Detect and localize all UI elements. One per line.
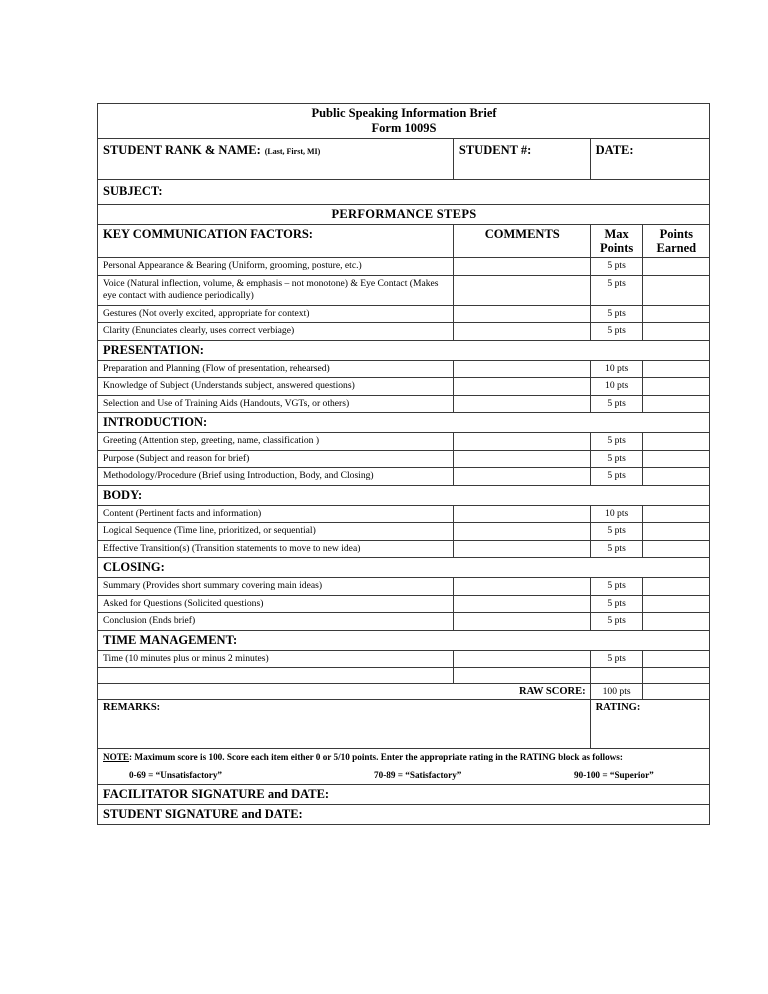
section-heading-label: BODY: — [98, 485, 710, 505]
note-prefix: NOTE — [103, 752, 130, 762]
criterion-points-earned-field[interactable] — [642, 595, 709, 613]
criterion-text: Summary (Provides short summary covering main ideas) — [98, 578, 454, 596]
criterion-max-points: 5 pts — [590, 305, 642, 323]
criterion-comment-field[interactable] — [453, 323, 590, 341]
identification-row — [98, 139, 710, 180]
rating-field[interactable] — [590, 700, 709, 749]
remarks-row — [98, 700, 710, 749]
criterion-comment-field[interactable] — [453, 275, 590, 305]
criterion-max-points: 5 pts — [590, 258, 642, 276]
criterion-points-earned-field[interactable] — [642, 613, 709, 631]
facilitator-signature-row — [98, 785, 710, 805]
section-heading-label: CLOSING: — [98, 558, 710, 578]
criterion-text: Conclusion (Ends brief) — [98, 613, 454, 631]
criterion-text: Gestures (Not overly excited, appropriate for context) — [98, 305, 454, 323]
subject-row — [98, 180, 710, 205]
criterion-text: Clarity (Enunciates clearly, uses correct verbiage) — [98, 323, 454, 341]
criterion-comment-field[interactable] — [453, 595, 590, 613]
column-header-max-points — [590, 225, 642, 258]
student-number-field[interactable] — [453, 139, 590, 180]
criterion-comment-field[interactable] — [453, 505, 590, 523]
section-heading-row — [98, 485, 710, 505]
criterion-max-points: 5 pts — [590, 578, 642, 596]
criterion-row — [98, 578, 710, 596]
criterion-text: Methodology/Procedure (Brief using Introduction, Body, and Closing) — [98, 468, 454, 486]
scale-satisfactory: 70-89 = “Satisfactory” — [374, 770, 462, 780]
performance-steps-heading: PERFORMANCE STEPS — [98, 205, 710, 225]
column-header-row — [98, 225, 710, 258]
criterion-text: Voice (Natural inflection, volume, & emphasis – not monotone) & Eye Contact (Makes eye contact with audience periodically) — [98, 275, 454, 305]
facilitator-signature-field[interactable] — [98, 785, 710, 805]
raw-score-earned-field[interactable] — [642, 684, 709, 700]
criterion-comment-field[interactable] — [453, 360, 590, 378]
student-rank-name-label: STUDENT RANK & NAME: — [103, 143, 261, 157]
scale-unsatisfactory: 0-69 = “Unsatisfactory” — [129, 770, 223, 780]
raw-score-label: RAW SCORE: — [98, 684, 591, 700]
form-title-cell — [98, 104, 710, 139]
criterion-row — [98, 540, 710, 558]
spacer-cell-earned — [642, 668, 709, 684]
points-earned-line1: Points — [659, 227, 693, 241]
performance-steps-row — [98, 205, 710, 225]
criterion-comment-field[interactable] — [453, 523, 590, 541]
criterion-text: Effective Transition(s) (Transition statements to move to new idea) — [98, 540, 454, 558]
criterion-comment-field[interactable] — [453, 305, 590, 323]
note-body: : Maximum score is 100. Score each item either 0 or 5/10 points. Enter the appropriate rating in the RATING block as follows: — [129, 752, 623, 762]
criterion-text: Greeting (Attention step, greeting, name, classification ) — [98, 433, 454, 451]
criterion-points-earned-field[interactable] — [642, 450, 709, 468]
criterion-row — [98, 360, 710, 378]
max-points-line1: Max — [604, 227, 629, 241]
criterion-points-earned-field[interactable] — [642, 578, 709, 596]
rating-label: RATING: — [595, 702, 641, 713]
criterion-row — [98, 468, 710, 486]
student-rank-name-field[interactable] — [98, 139, 454, 180]
criterion-points-earned-field[interactable] — [642, 433, 709, 451]
criterion-max-points: 10 pts — [590, 378, 642, 396]
raw-score-points: 100 pts — [590, 684, 642, 700]
criterion-text: Selection and Use of Training Aids (Handouts, VGTs, or others) — [98, 395, 454, 413]
section-heading-label: PRESENTATION: — [98, 340, 710, 360]
date-label: DATE: — [595, 143, 634, 157]
student-number-label: STUDENT #: — [458, 143, 532, 157]
criterion-comment-field[interactable] — [453, 613, 590, 631]
criterion-max-points: 5 pts — [590, 540, 642, 558]
criterion-points-earned-field[interactable] — [642, 378, 709, 396]
spacer-cell-max — [590, 668, 642, 684]
criterion-max-points: 5 pts — [590, 275, 642, 305]
criterion-row — [98, 433, 710, 451]
criterion-row — [98, 523, 710, 541]
criterion-comment-field[interactable] — [453, 450, 590, 468]
criterion-text: Content (Pertinent facts and information) — [98, 505, 454, 523]
criterion-row — [98, 275, 710, 305]
criterion-text: Asked for Questions (Solicited questions) — [98, 595, 454, 613]
criterion-max-points: 5 pts — [590, 433, 642, 451]
section-heading-row — [98, 413, 710, 433]
criterion-points-earned-field[interactable] — [642, 258, 709, 276]
criterion-comment-field[interactable] — [453, 395, 590, 413]
subject-field[interactable] — [98, 180, 710, 205]
form-title-line1: Public Speaking Information Brief — [311, 106, 497, 120]
criterion-points-earned-field[interactable] — [642, 360, 709, 378]
remarks-field[interactable] — [98, 700, 591, 749]
student-signature-field[interactable] — [98, 805, 710, 825]
spacer-row — [98, 668, 710, 684]
criterion-points-earned-field[interactable] — [642, 395, 709, 413]
criterion-max-points: 10 pts — [590, 505, 642, 523]
facilitator-signature-label: FACILITATOR SIGNATURE and DATE: — [103, 787, 330, 801]
criterion-points-earned-field[interactable] — [642, 505, 709, 523]
section-heading-row — [98, 630, 710, 650]
date-field[interactable] — [590, 139, 709, 180]
criterion-max-points: 5 pts — [590, 323, 642, 341]
criterion-text: Preparation and Planning (Flow of presentation, rehearsed) — [98, 360, 454, 378]
form-title-line2: Form 1009S — [371, 121, 437, 135]
section-heading-label: TIME MANAGEMENT: — [98, 630, 710, 650]
criterion-points-earned-field[interactable] — [642, 540, 709, 558]
criterion-points-earned-field[interactable] — [642, 523, 709, 541]
points-earned-line2: Earned — [656, 241, 697, 255]
criterion-comment-field[interactable] — [453, 540, 590, 558]
criterion-comment-field[interactable] — [453, 650, 590, 668]
spacer-cell-factors — [98, 668, 454, 684]
criterion-points-earned-field[interactable] — [642, 305, 709, 323]
criterion-comment-field[interactable] — [453, 578, 590, 596]
column-header-factors: KEY COMMUNICATION FACTORS: — [98, 225, 454, 258]
criterion-row — [98, 323, 710, 341]
section-heading-label: INTRODUCTION: — [98, 413, 710, 433]
max-points-line2: Points — [599, 241, 634, 255]
criterion-row — [98, 395, 710, 413]
criterion-row — [98, 450, 710, 468]
criterion-points-earned-field[interactable] — [642, 275, 709, 305]
student-signature-row — [98, 805, 710, 825]
rating-scale — [103, 769, 705, 782]
remarks-label: REMARKS: — [103, 702, 161, 713]
criterion-row — [98, 258, 710, 276]
evaluation-form-table — [97, 103, 710, 825]
criterion-text: Purpose (Subject and reason for brief) — [98, 450, 454, 468]
criterion-comment-field[interactable] — [453, 468, 590, 486]
criterion-row — [98, 613, 710, 631]
form-document — [97, 103, 710, 825]
note-cell — [98, 749, 710, 785]
criterion-max-points: 5 pts — [590, 595, 642, 613]
criterion-points-earned-field[interactable] — [642, 650, 709, 668]
criterion-max-points: 5 pts — [590, 523, 642, 541]
section-heading-row — [98, 558, 710, 578]
criterion-max-points: 5 pts — [590, 395, 642, 413]
criterion-max-points: 5 pts — [590, 613, 642, 631]
criterion-points-earned-field[interactable] — [642, 468, 709, 486]
criterion-max-points: 5 pts — [590, 468, 642, 486]
criterion-text: Knowledge of Subject (Understands subject, answered questions) — [98, 378, 454, 396]
criterion-row — [98, 505, 710, 523]
criterion-max-points: 5 pts — [590, 450, 642, 468]
section-heading-row — [98, 340, 710, 360]
criterion-comment-field[interactable] — [453, 258, 590, 276]
criterion-row — [98, 595, 710, 613]
note-row — [98, 749, 710, 785]
form-body — [98, 104, 710, 258]
criterion-row — [98, 378, 710, 396]
criterion-comment-field[interactable] — [453, 433, 590, 451]
criterion-max-points: 5 pts — [590, 650, 642, 668]
student-signature-label: STUDENT SIGNATURE and DATE: — [103, 807, 303, 821]
scale-superior: 90-100 = “Superior” — [574, 770, 654, 780]
subject-label: SUBJECT: — [103, 184, 163, 198]
criterion-row — [98, 305, 710, 323]
raw-score-row — [98, 684, 710, 700]
criterion-row — [98, 650, 710, 668]
title-row — [98, 104, 710, 139]
criterion-text: Logical Sequence (Time line, prioritized, or sequential) — [98, 523, 454, 541]
student-rank-name-hint: (Last, First, MI) — [264, 147, 321, 156]
criterion-comment-field[interactable] — [453, 378, 590, 396]
criterion-max-points: 10 pts — [590, 360, 642, 378]
column-header-points-earned — [642, 225, 709, 258]
criterion-text: Personal Appearance & Bearing (Uniform, grooming, posture, etc.) — [98, 258, 454, 276]
criterion-points-earned-field[interactable] — [642, 323, 709, 341]
column-header-comments: COMMENTS — [453, 225, 590, 258]
criterion-text: Time (10 minutes plus or minus 2 minutes) — [98, 650, 454, 668]
spacer-cell-comments — [453, 668, 590, 684]
